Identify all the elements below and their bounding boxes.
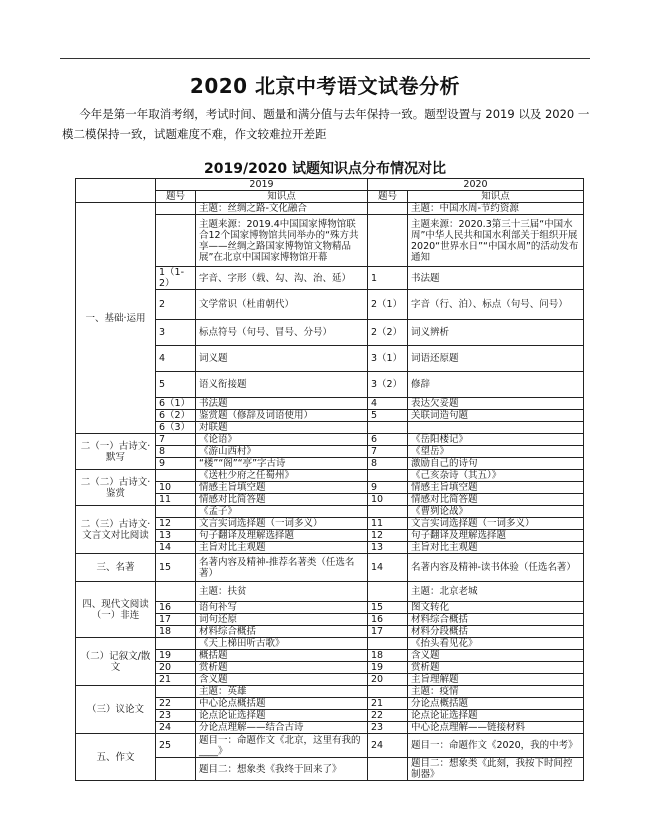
q-num-2019: 8	[156, 446, 196, 458]
corner-cell	[76, 179, 156, 203]
q-num-2020: 9	[368, 482, 408, 494]
point-2019: 情感对比简答题	[196, 494, 368, 506]
point-2020: 《己亥杂诗（其五）》	[408, 470, 584, 482]
col-point-header: 知识点	[408, 191, 584, 203]
point-2020: 关联词造句题	[408, 410, 584, 422]
q-num-2020: 19	[368, 662, 408, 674]
point-2019: 主题：扶贫	[196, 582, 368, 602]
point-2019: 语义衔接题	[196, 372, 368, 398]
point-2020: 名著内容及精神-读书体验（任选名著）	[408, 554, 584, 582]
intro-paragraph: 今年是第一年取消考纲，考试时间、题量和满分值与去年保持一致。题型设置与 2019 以及 2020 一模二模保持一致，试题难度不难，作文较难拉开差距	[62, 107, 590, 141]
point-2020: 主旨对比主观题	[408, 542, 584, 554]
point-2019: 题目一：命题作文《北京，这里有我的____》	[196, 734, 368, 758]
point-2020: 主题来源：2020.3第三十三届“中国水周”中华人民共和国水利部关于组织开展2020“世界水日”“中国水周”的活动发布通知	[408, 215, 584, 267]
section-label: （三）议论文	[76, 686, 156, 734]
q-num-2020	[368, 422, 408, 434]
point-2019: 材料综合概括	[196, 626, 368, 638]
point-2019: 对联题	[196, 422, 368, 434]
point-2020: 《望岳》	[408, 446, 584, 458]
comparison-table	[75, 178, 584, 781]
q-num-2020: 13	[368, 542, 408, 554]
q-num-2019: 13	[156, 530, 196, 542]
table-row	[76, 734, 584, 758]
q-num-2019: 6（2）	[156, 410, 196, 422]
q-num-2019: 16	[156, 602, 196, 614]
q-num-2019: 10	[156, 482, 196, 494]
q-num-2020: 20	[368, 674, 408, 686]
point-2020: 主题：中国水周-节约资源	[408, 203, 584, 215]
table-row	[76, 554, 584, 582]
q-num-2019	[156, 582, 196, 602]
q-num-2020	[368, 506, 408, 518]
q-num-2019: 25	[156, 734, 196, 758]
q-num-2019	[156, 638, 196, 650]
q-num-2020: 6	[368, 434, 408, 446]
point-2019: 主题：丝绸之路-文化融合	[196, 203, 368, 215]
q-num-2020: 7	[368, 446, 408, 458]
q-num-2020: 21	[368, 698, 408, 710]
q-num-2020: 23	[368, 722, 408, 734]
point-2019: 书法题	[196, 398, 368, 410]
point-2020: 情感主旨填空题	[408, 482, 584, 494]
point-2020: 主题：北京老城	[408, 582, 584, 602]
q-num-2020: 14	[368, 554, 408, 582]
point-2019: 中心论点概括题	[196, 698, 368, 710]
q-num-2019: 21	[156, 674, 196, 686]
point-2019: 含义题	[196, 674, 368, 686]
point-2020: 《抬头看见花》	[408, 638, 584, 650]
q-num-2020: 18	[368, 650, 408, 662]
point-2019: 《天上梯田听古歌》	[196, 638, 368, 650]
q-num-2020	[368, 758, 408, 781]
q-num-2019	[156, 758, 196, 781]
q-num-2020: 1	[368, 267, 408, 290]
point-2020: 题目二：想象类《此刻，我按下时间控制器》	[408, 758, 584, 781]
point-2020: 修辞	[408, 372, 584, 398]
q-num-2020: 11	[368, 518, 408, 530]
q-num-2020: 22	[368, 710, 408, 722]
q-num-2019	[156, 203, 196, 215]
q-num-2019: 18	[156, 626, 196, 638]
col-num-header: 题号	[156, 191, 196, 203]
table-row	[76, 434, 584, 446]
q-num-2019: 14	[156, 542, 196, 554]
point-2019: 《孟子》	[196, 506, 368, 518]
section-label: 五、作文	[76, 734, 156, 781]
q-num-2019	[156, 215, 196, 267]
point-2019: 主题来源：2019.4中国国家博物馆联合12个国家博物馆共同举办的“殊方共享——丝绸之路国家博物馆文物精品展”在北京中国国家博物馆开幕	[196, 215, 368, 267]
col-num-header: 题号	[368, 191, 408, 203]
q-num-2019: 19	[156, 650, 196, 662]
section-label: 四、现代文阅读（一）非连	[76, 582, 156, 638]
point-2020: 题目一：命题作文《2020，我的中考》	[408, 734, 584, 758]
q-num-2020: 10	[368, 494, 408, 506]
point-2020: 赏析题	[408, 662, 584, 674]
q-num-2019: 2	[156, 290, 196, 320]
q-num-2020: 17	[368, 626, 408, 638]
point-2020: 词义辨析	[408, 320, 584, 346]
point-2019: 标点符号（句号、冒号、分号）	[196, 320, 368, 346]
top-rule	[60, 58, 590, 59]
point-2019: 词义题	[196, 346, 368, 372]
point-2020	[408, 422, 584, 434]
point-2019: 赏析题	[196, 662, 368, 674]
q-num-2019: 6（1）	[156, 398, 196, 410]
point-2019: 句子翻译及理解选择题	[196, 530, 368, 542]
section-label: 二（二）古诗文·鉴赏	[76, 470, 156, 506]
q-num-2019: 5	[156, 372, 196, 398]
point-2019: 情感主旨填空题	[196, 482, 368, 494]
point-2020: 图文转化	[408, 602, 584, 614]
table-title: 2019/2020 试题知识点分布情况对比	[204, 161, 446, 177]
q-num-2020: 2（2）	[368, 320, 408, 346]
q-num-2020: 5	[368, 410, 408, 422]
q-num-2019	[156, 470, 196, 482]
point-2019: 名著内容及精神-推荐名著类（任选名著）	[196, 554, 368, 582]
point-2019: 《论语》	[196, 434, 368, 446]
point-2020: 激励自己的诗句	[408, 458, 584, 470]
point-2020: 情感对比简答题	[408, 494, 584, 506]
col-point-header: 知识点	[196, 191, 368, 203]
q-num-2020: 4	[368, 398, 408, 410]
point-2020: 材料分段概括	[408, 626, 584, 638]
point-2020: 句子翻译及理解选择题	[408, 530, 584, 542]
year-2019-header: 2019	[156, 179, 368, 191]
q-num-2019: 4	[156, 346, 196, 372]
q-num-2020: 8	[368, 458, 408, 470]
point-2020: 《岳阳楼记》	[408, 434, 584, 446]
q-num-2020: 15	[368, 602, 408, 614]
point-2020: 主旨理解题	[408, 674, 584, 686]
point-2020: 字音（行、泊）、标点（句号、问号）	[408, 290, 584, 320]
point-2019: 《送杜少府之任蜀州》	[196, 470, 368, 482]
section-label: 二（一）古诗文·默写	[76, 434, 156, 470]
point-2020: 论点论证选择题	[408, 710, 584, 722]
section-label: 一、基础·运用	[76, 203, 156, 434]
point-2019: 鉴赏题（修辞及词语使用）	[196, 410, 368, 422]
point-2019: 语句补写	[196, 602, 368, 614]
q-num-2020: 12	[368, 530, 408, 542]
q-num-2020: 16	[368, 614, 408, 626]
point-2019: 字音、字形（载、勾、沟、治、延）	[196, 267, 368, 290]
point-2020: 主题：疫情	[408, 686, 584, 698]
q-num-2020: 3（1）	[368, 346, 408, 372]
point-2020: 含义题	[408, 650, 584, 662]
q-num-2019: 24	[156, 722, 196, 734]
q-num-2019: 22	[156, 698, 196, 710]
q-num-2019: 15	[156, 554, 196, 582]
q-num-2019: 3	[156, 320, 196, 346]
q-num-2019: 9	[156, 458, 196, 470]
q-num-2020	[368, 215, 408, 267]
year-2020-header: 2020	[368, 179, 584, 191]
q-num-2019: 12	[156, 518, 196, 530]
q-num-2020	[368, 686, 408, 698]
point-2019: 概括题	[196, 650, 368, 662]
q-num-2019	[156, 686, 196, 698]
point-2019: 文学常识（杜甫朝代）	[196, 290, 368, 320]
table-row	[76, 582, 584, 602]
q-num-2020	[368, 638, 408, 650]
point-2020: 材料综合概括	[408, 614, 584, 626]
table-row	[76, 470, 584, 482]
table-row	[76, 638, 584, 650]
q-num-2019: 17	[156, 614, 196, 626]
point-2020: 中心论点理解——链接材料	[408, 722, 584, 734]
table-row	[76, 203, 584, 215]
q-num-2019: 11	[156, 494, 196, 506]
q-num-2019	[156, 506, 196, 518]
section-label: 二（三）古诗文·文言文对比阅读	[76, 506, 156, 554]
table-row	[76, 506, 584, 518]
point-2019: 主题：英雄	[196, 686, 368, 698]
table-row	[76, 686, 584, 698]
point-2020: 文言实词选择题（一词多义）	[408, 518, 584, 530]
point-2019: 论点论证选择题	[196, 710, 368, 722]
point-2020: 书法题	[408, 267, 584, 290]
section-label: （二）记叙文/散文	[76, 638, 156, 686]
point-2020: 表达欠妥题	[408, 398, 584, 410]
point-2019: 主旨对比主观题	[196, 542, 368, 554]
point-2020: 《曹刿论战》	[408, 506, 584, 518]
q-num-2019: 6（3）	[156, 422, 196, 434]
q-num-2019: 20	[156, 662, 196, 674]
point-2020: 词语还原题	[408, 346, 584, 372]
q-num-2019: 23	[156, 710, 196, 722]
point-2019: 分论点理解——结合古诗	[196, 722, 368, 734]
q-num-2020	[368, 203, 408, 215]
point-2020: 分论点概括题	[408, 698, 584, 710]
point-2019: 《游山西村》	[196, 446, 368, 458]
q-num-2020: 2（1）	[368, 290, 408, 320]
point-2019: “楼”“阁”“亭”字古诗	[196, 458, 368, 470]
q-num-2020: 24	[368, 734, 408, 758]
q-num-2020	[368, 470, 408, 482]
q-num-2020: 3（2）	[368, 372, 408, 398]
point-2019: 词句还原	[196, 614, 368, 626]
q-num-2020	[368, 582, 408, 602]
point-2019: 文言实词选择题（一词多义）	[196, 518, 368, 530]
section-label: 三、名著	[76, 554, 156, 582]
q-num-2019: 1（1-2）	[156, 267, 196, 290]
page-title: 2020 北京中考语文试卷分析	[189, 74, 461, 98]
point-2019: 题目二：想象类《我终于回来了》	[196, 758, 368, 781]
q-num-2019: 7	[156, 434, 196, 446]
